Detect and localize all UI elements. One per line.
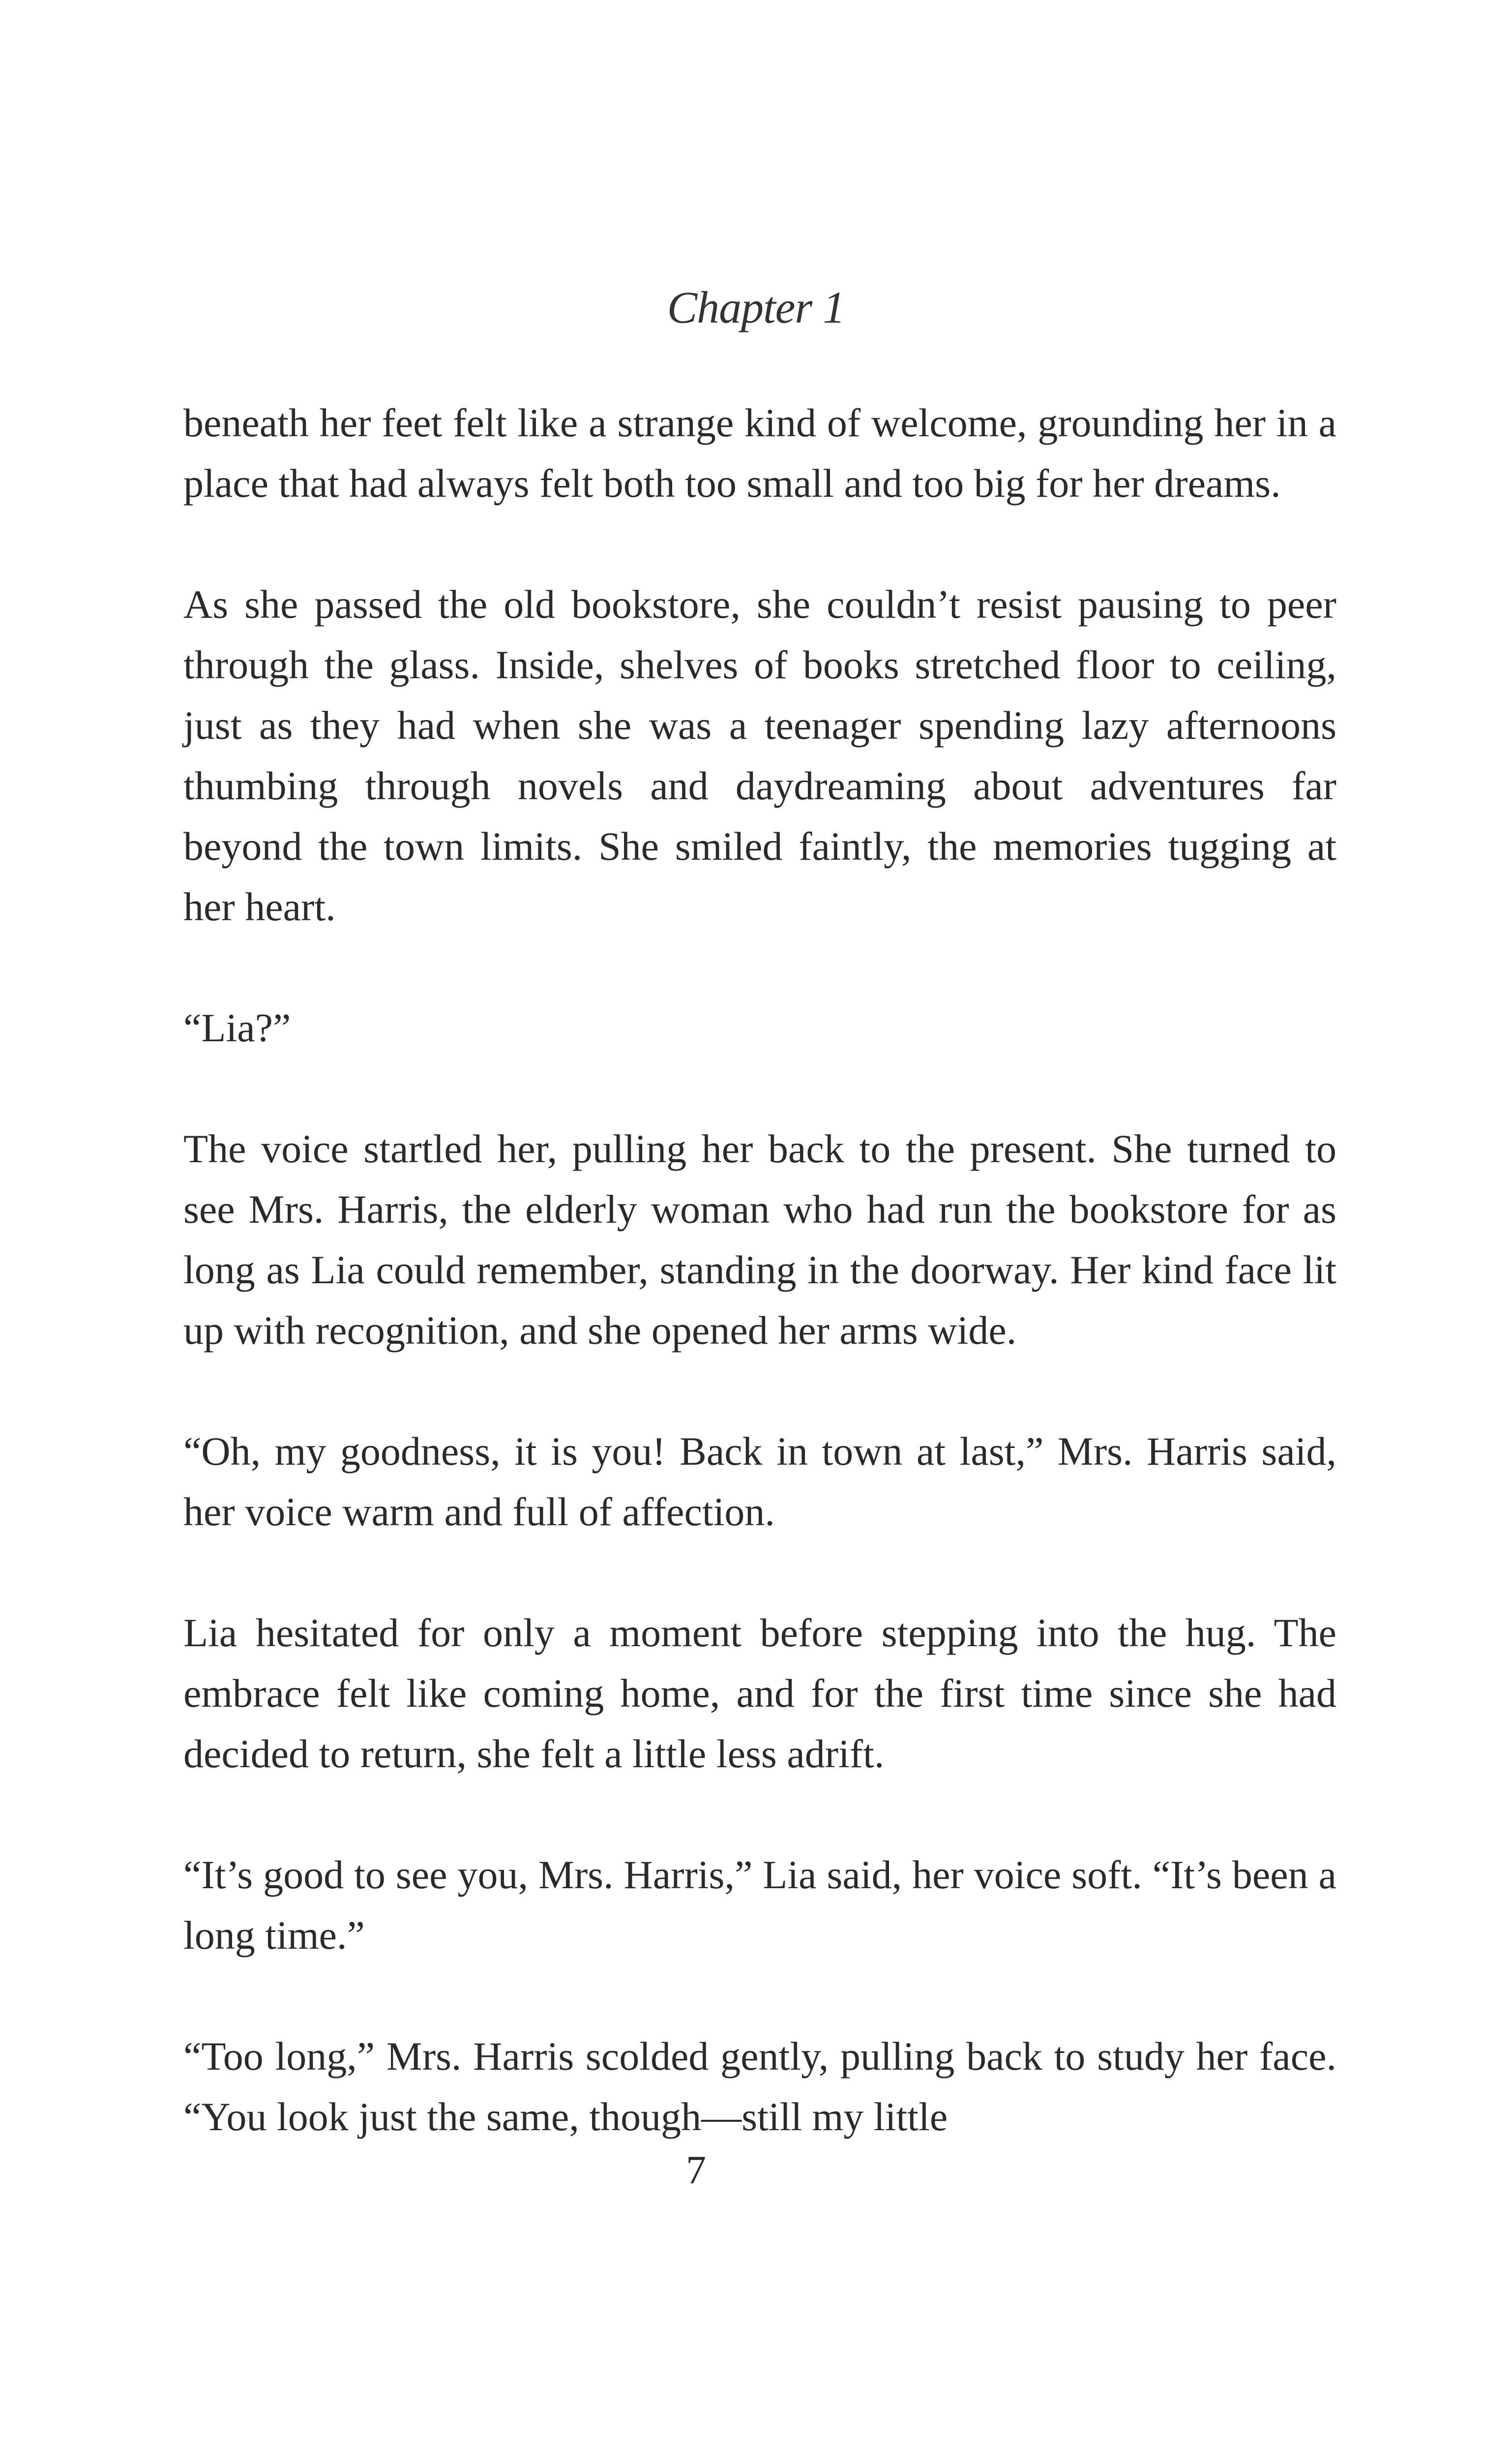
- page-number: 7: [686, 2147, 706, 2192]
- paragraph: “Lia?”: [183, 1005, 291, 1050]
- paragraph: “It’s good to see you, Mrs. Harris,” Lia said, her voice soft. “It’s been a long time.”: [183, 1852, 1336, 1958]
- paragraph: “Too long,” Mrs. Harris scolded gently, pulling back to study her face. “You look just the same, though—still my little: [183, 2034, 1336, 2139]
- paragraph: As she passed the old bookstore, she couldn’t resist pausing to peer through the glass. Inside, shelves of books stretched floor to ceiling, just as they had when she was a teenager spending lazy afternoons thumbing through novels and daydreaming about adventures far beyond the town limits. She smiled faintly, the memories tugging at her heart.: [183, 582, 1336, 929]
- paragraph: beneath her feet felt like a strange kind of welcome, grounding her in a place that had always felt both too small and too big for her dreams.: [183, 400, 1336, 506]
- paragraph: “Oh, my goodness, it is you! Back in town at last,” Mrs. Harris said, her voice warm and full of affection.: [183, 1429, 1336, 1534]
- paragraph: The voice startled her, pulling her back to the present. She turned to see Mrs. Harris, the elderly woman who had run the bookstore for as long as Lia could remember, standing in the doorway. Her kind face lit up with recognition, and she opened her arms wide.: [183, 1126, 1336, 1353]
- body-text: [183, 392, 1336, 2207]
- paragraph: Lia hesitated for only a moment before stepping into the hug. The embrace felt like coming home, and for the first time since she had decided to return, she felt a little less adrift.: [183, 1610, 1336, 1776]
- chapter-heading: Chapter 1: [667, 282, 845, 332]
